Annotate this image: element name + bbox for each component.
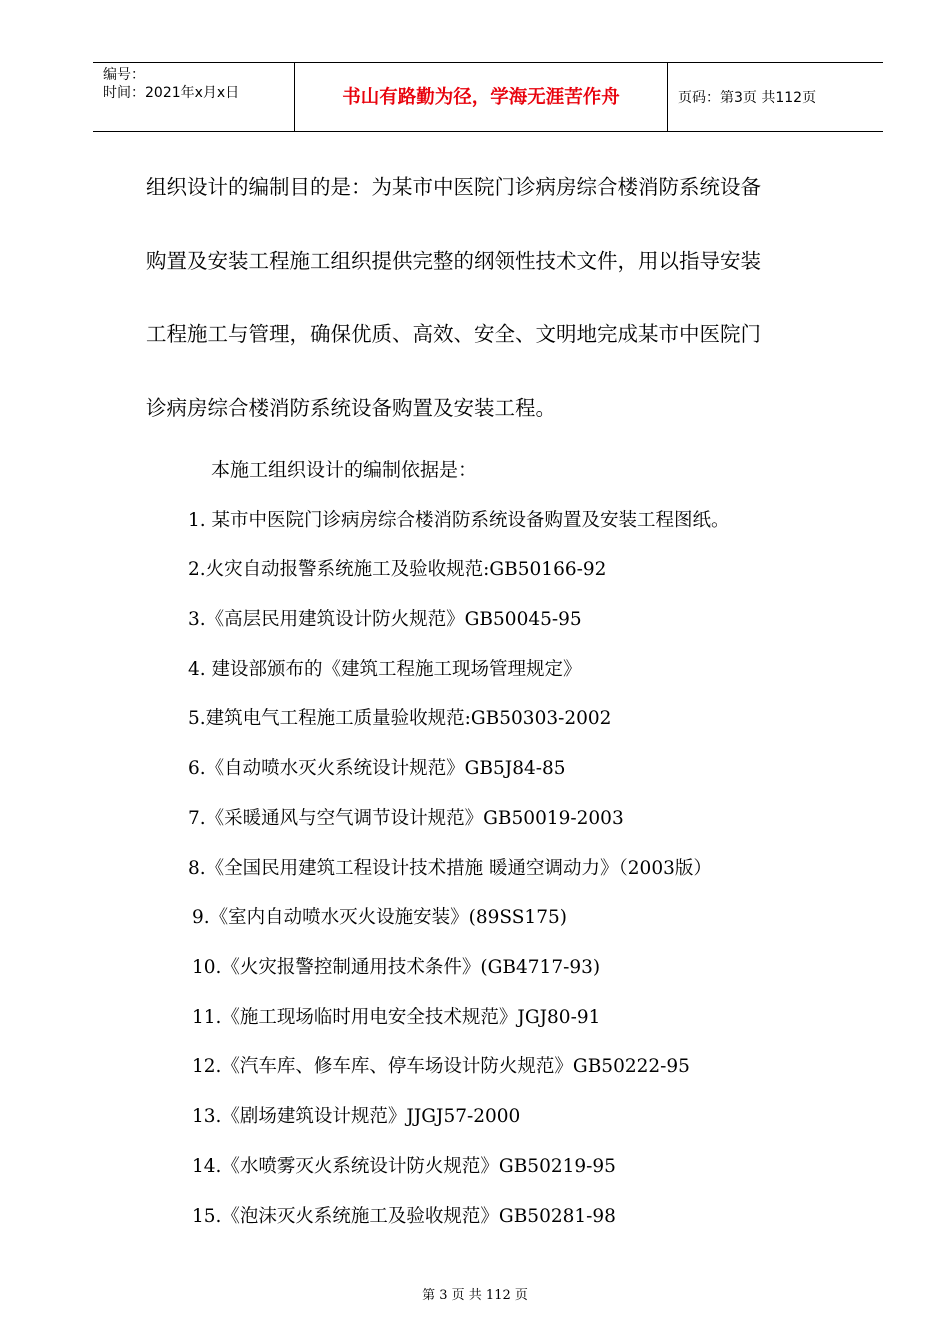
basis-item: 12.《汽车库、修车库、停车场设计防火规范》GB50222-95 bbox=[192, 1056, 690, 1077]
header-page-cell bbox=[668, 63, 883, 131]
header-motto-cell bbox=[295, 63, 668, 131]
basis-item: 8.《全国民用建筑工程设计技术措施 暖通空调动力》（2003版） bbox=[188, 858, 712, 879]
basis-item: 3.《高层民用建筑设计防火规范》GB50045-95 bbox=[188, 609, 582, 630]
basis-item: 9.《室内自动喷水灭火设施安装》(89SS175) bbox=[192, 907, 567, 928]
time-label: 时间：2021年x月x日 bbox=[103, 85, 240, 101]
basis-item: 6.《自动喷水灭火系统设计规范》GB5J84-85 bbox=[188, 758, 566, 779]
paragraph-line: 工程施工与管理，确保优质、高效、安全、文明地完成某市中医院门 bbox=[146, 322, 761, 346]
basis-item: 5.建筑电气工程施工质量验收规范:GB50303-2002 bbox=[188, 708, 612, 729]
page-footer: 第 3 页 共 112 页 bbox=[422, 1288, 528, 1303]
basis-item: 13.《剧场建筑设计规范》JJGJ57-2000 bbox=[192, 1106, 521, 1127]
basis-item: 4. 建设部颁布的《建筑工程施工现场管理规定》 bbox=[188, 659, 582, 680]
page-header bbox=[93, 62, 883, 132]
motto-text: 书山有路勤为径，学海无涯苦作舟 bbox=[342, 87, 620, 108]
basis-item: 15.《泡沫灭火系统施工及验收规范》GB50281-98 bbox=[192, 1206, 616, 1227]
basis-item: 1. 某市中医院门诊病房综合楼消防系统设备购置及安装工程图纸。 bbox=[188, 510, 730, 531]
basis-item: 7.《采暖通风与空气调节设计规范》GB50019-2003 bbox=[188, 808, 624, 829]
paragraph-line: 购置及安装工程施工组织提供完整的纲领性技术文件，用以指导安装 bbox=[146, 249, 761, 273]
basis-item: 10.《火灾报警控制通用技术条件》(GB4717-93) bbox=[192, 957, 601, 978]
basis-intro: 本施工组织设计的编制依据是： bbox=[211, 459, 478, 481]
paragraph-line: 诊病房综合楼消防系统设备购置及安装工程。 bbox=[146, 396, 556, 420]
basis-item: 2.火灾自动报警系统施工及验收规范:GB50166-92 bbox=[188, 559, 607, 580]
header-page-info: 页码：第3页 共112页 bbox=[678, 90, 817, 106]
basis-item: 11.《施工现场临时用电安全技术规范》JGJ80-91 bbox=[192, 1007, 601, 1028]
basis-item: 14.《水喷雾灭火系统设计防火规范》GB50219-95 bbox=[192, 1156, 616, 1177]
paragraph-line: 组织设计的编制目的是：为某市中医院门诊病房综合楼消防系统设备 bbox=[146, 175, 761, 199]
serial-number-label: 编号： bbox=[103, 67, 145, 83]
header-meta-cell bbox=[93, 63, 295, 131]
